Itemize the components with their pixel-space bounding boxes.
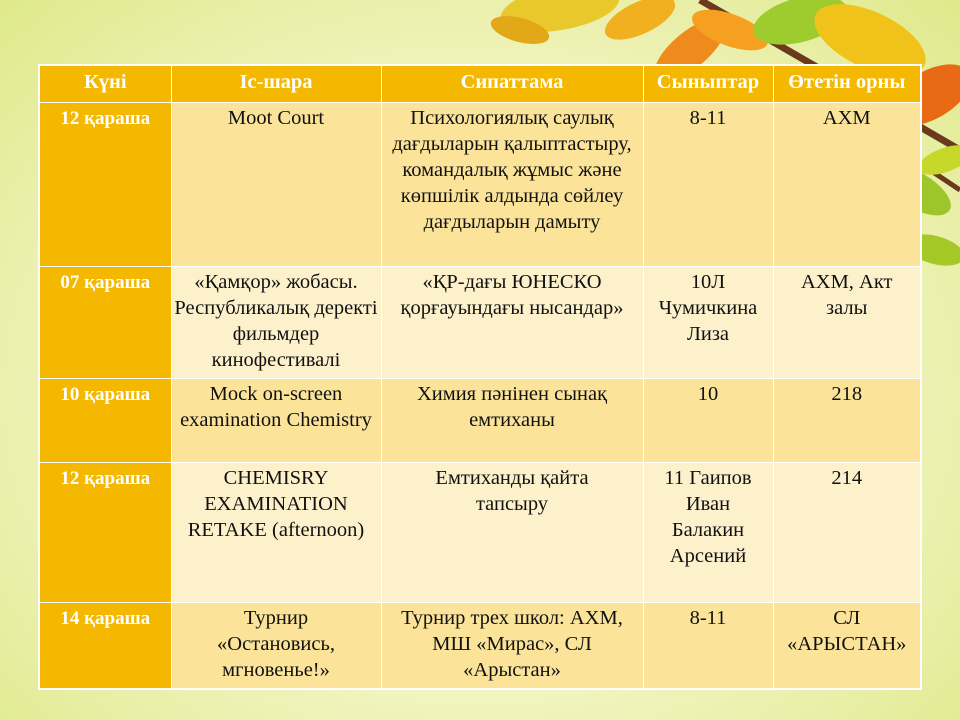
description-cell: Психологиялық саулық дағдыларын қалыптастыру, командалық жұмыс және көпшілік алдында сөйлеу дағдыларын дамыту [381,103,643,267]
venue-cell: СЛ «АРЫСТАН» [773,603,921,689]
event-cell: «Қамқор» жобасы. Республикалық деректі фильмдер кинофестивалі [171,267,381,379]
events-table [38,64,922,690]
table-row [39,379,921,463]
column-header-classes: Сыныптар [643,65,773,103]
description-cell: Турнир трех школ: АХМ, МШ «Мирас», СЛ «Арыстан» [381,603,643,689]
table-header-row [39,65,921,103]
date-cell: 10 қараша [39,379,171,463]
event-cell: Moot Court [171,103,381,267]
table-row [39,267,921,379]
table-row [39,463,921,603]
venue-cell: 214 [773,463,921,603]
event-cell: Mock on-screen examination Chemistry [171,379,381,463]
event-cell: Турнир «Остановись, мгновенье!» [171,603,381,689]
table-row [39,603,921,689]
column-header-description: Сипаттама [381,65,643,103]
date-cell: 12 қараша [39,463,171,603]
classes-cell: 10 [643,379,773,463]
date-cell: 14 қараша [39,603,171,689]
classes-cell: 10Л Чумичкина Лиза [643,267,773,379]
description-cell: Емтиханды қайта тапсыру [381,463,643,603]
column-header-date: Күні [39,65,171,103]
description-cell: Химия пәнінен сынақ емтиханы [381,379,643,463]
event-cell: CHEMISRY EXAMINATION RETAKE (afternoon) [171,463,381,603]
date-cell: 12 қараша [39,103,171,267]
description-cell: «ҚР-дағы ЮНЕСКО қорғауындағы нысандар» [381,267,643,379]
venue-cell: АХМ, Акт залы [773,267,921,379]
table-row [39,103,921,267]
venue-cell: АХМ [773,103,921,267]
column-header-venue: Өтетін орны [773,65,921,103]
column-header-event: Іс-шара [171,65,381,103]
venue-cell: 218 [773,379,921,463]
classes-cell: 8-11 [643,103,773,267]
classes-cell: 11 Гаипов Иван Балакин Арсений [643,463,773,603]
classes-cell: 8-11 [643,603,773,689]
date-cell: 07 қараша [39,267,171,379]
